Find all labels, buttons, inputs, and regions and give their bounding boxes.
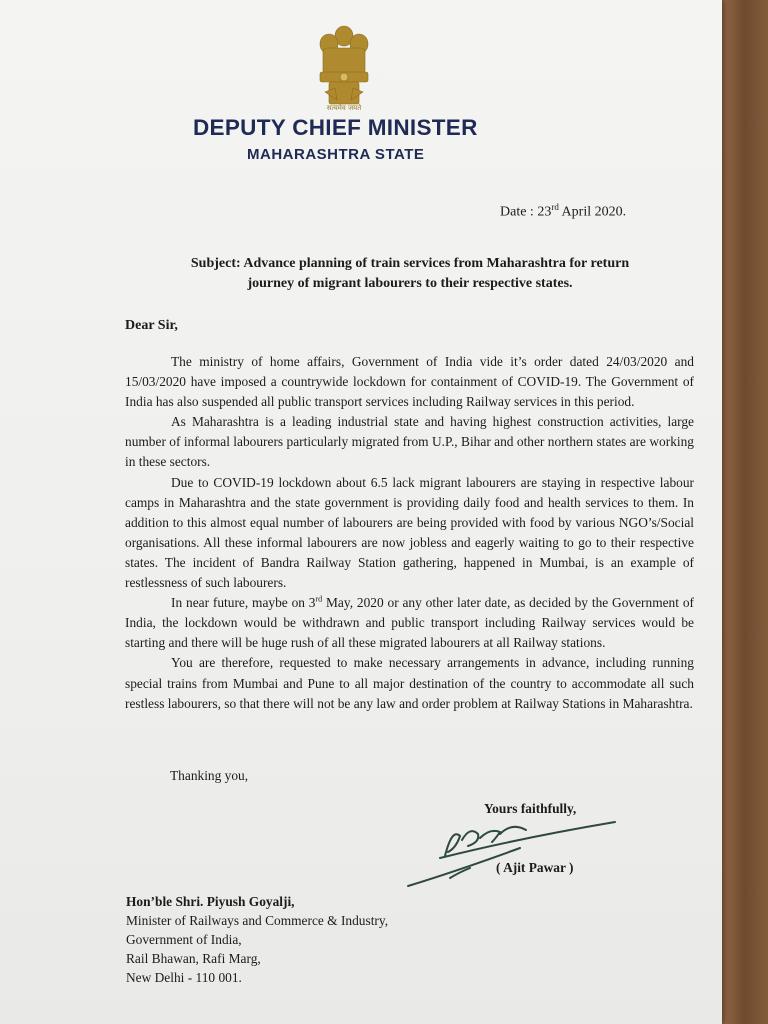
- paragraph: Due to COVID-19 lockdown about 6.5 lack migrant labourers are staying in respective labour camps in Maharashtra and the state government is providing daily food and health services to them. In addition to this almost equal number of labourers are being provided with food by various NGO’s/Social organisations. All these informal labourers are now jobless and eagerly waiting to go to their respective states. The incident of Bandra Railway Station gathering, happened in Mumbai, is an example of restlessness of such labourers.: [125, 474, 694, 591]
- letter-body: [125, 352, 694, 714]
- state-emblem-icon: [315, 22, 373, 114]
- closing-thanks: Thanking you,: [170, 768, 249, 783]
- paragraph: In near future, maybe on 3rd May, 2020 or any other later date, as decided by the Government of India, the lockdown would be withdrawn and public transport including Railway services would be starting and there will be huge rush of all these migrated labourers at all Railway stations.: [125, 594, 694, 651]
- national-motto: सत्यमेव जयते: [326, 104, 362, 112]
- closing-faithfully: Yours faithfully,: [484, 801, 577, 816]
- paragraph: As Maharashtra is a leading industrial state and having highest construction activities, large number of informal labourers particularly migrated from U.P., Bihar and other northern states are working in these sectors.: [125, 414, 694, 470]
- letter-subject: Subject: Advance planning of train services from Maharashtra for return journey of migrant labourers to their respective states.: [190, 256, 630, 291]
- handwritten-signature: [400, 808, 630, 893]
- paragraph: You are therefore, requested to make necessary arrangements in advance, including running special trains from Mumbai and Pune to all major destination of the country to accommodate all such restless labourers, so that there will not be any law and order problem at Railway Stations in Maharashtra.: [125, 655, 694, 711]
- letterhead-office-title: DEPUTY CHIEF MINISTER: [193, 115, 478, 140]
- signer-name: ( Ajit Pawar ): [496, 860, 574, 875]
- salutation: Dear Sir,: [125, 318, 178, 333]
- paragraph: The ministry of home affairs, Government of India vide it’s order dated 24/03/2020 and 15/03/2020 have imposed a countrywide lockdown for containment of COVID-19. The Government of India has also suspended all public transport services including Railway services in this period.: [125, 354, 694, 410]
- letterhead-state: MAHARASHTRA STATE: [247, 146, 425, 163]
- letter-date: Date : 23rd April 2020.: [500, 202, 627, 220]
- addressee-block: Hon’ble Shri. Piyush Goyalji, Minister of Railways and Commerce & Industry, Government of India, Rail Bhawan, Rafi Marg, New Delhi - 110 001.: [126, 894, 389, 985]
